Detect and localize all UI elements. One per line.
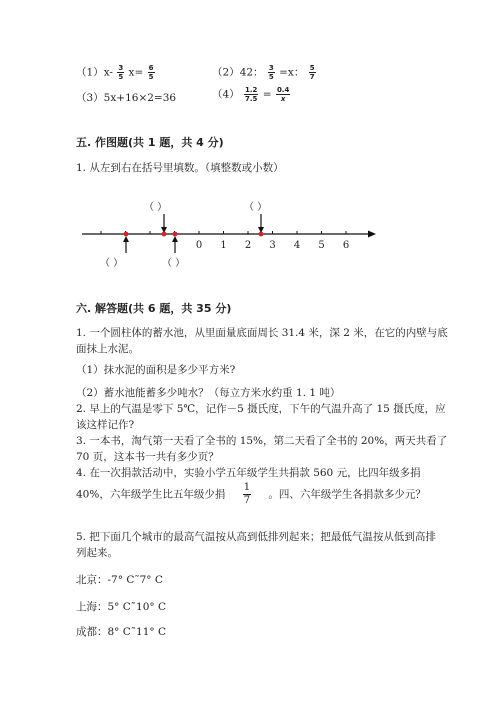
equation-4-number: （4） xyxy=(212,88,240,101)
fraction: $\frac{1}{7}$ xyxy=(243,482,251,506)
fraction: $\frac{1.2}{7.5}$ xyxy=(245,86,258,103)
question-6-3-line-1: 3. 一本书，淘气第一天看了全书的 15%，第二天看了全书的 20%，两天共看了 xyxy=(76,435,448,447)
equation-2-term: =x： xyxy=(279,66,305,79)
tick-label: 2 xyxy=(244,240,252,251)
point-marker xyxy=(124,232,129,237)
question-6-1-line-1: 1. 一个圆柱体的蓄水池，从里面量底面周长 31.4 米，深 2 米，在它的内壁与底 xyxy=(76,327,448,339)
question-6-1-sub-2: （2）蓄水池能蓄多少吨水？（每立方米水约重 1. 1 吨） xyxy=(76,387,341,399)
equation-2-term: 42： xyxy=(239,66,264,79)
tick-label: 0 xyxy=(195,240,203,251)
equation-1-term: x- xyxy=(103,66,113,79)
question-6-3-line-2: 70 页，这本书一共有多少页？ xyxy=(76,451,219,463)
fraction: $\frac{3}{5}$ xyxy=(268,64,274,81)
question-6-4-text: 。四、六年级学生各捐款多少元？ xyxy=(268,488,426,501)
blank-bottom-2: （ ） xyxy=(162,258,186,269)
equation-4 xyxy=(212,86,291,103)
city-shanghai-temp: 上海：5° C˜10° C xyxy=(76,601,167,613)
number-line-figure xyxy=(78,196,378,278)
section-6-title: 六. 解答题(共 6 题，共 35 分) xyxy=(76,302,232,315)
equation-2 xyxy=(212,64,317,81)
equation-3: （3）5x+16×2=36 xyxy=(76,92,177,104)
point-marker xyxy=(162,232,167,237)
up-arrowhead-icon xyxy=(123,236,129,242)
equation-1-term: x= xyxy=(128,66,144,79)
point-marker xyxy=(259,232,264,237)
city-chengdu-temp: 成都：8° C˜11° C xyxy=(76,626,167,638)
tick-label: 1 xyxy=(220,240,227,251)
question-6-4-text: 40%，六年级学生比五年级少捐 xyxy=(76,488,226,501)
equation-2-number: （2） xyxy=(212,66,240,79)
fraction: $\frac{0.4}{x}$ xyxy=(276,86,290,103)
section-5-title: 五. 作图题(共 1 题，共 4 分) xyxy=(76,136,224,149)
tick-label: 5 xyxy=(318,240,325,251)
up-arrowhead-icon xyxy=(172,236,178,242)
blank-top-1: （ ） xyxy=(144,202,168,213)
axis-arrow-icon xyxy=(368,231,376,238)
tick-label: 4 xyxy=(293,240,301,251)
city-beijing-temp: 北京：-7° C˜7° C xyxy=(76,574,163,586)
tick-label: 3 xyxy=(269,240,276,251)
blank-bottom-1: （ ） xyxy=(100,258,124,269)
question-6-4-line-2 xyxy=(76,482,426,507)
question-6-2-line-2: 该这样记作? xyxy=(76,419,135,431)
fraction: $\frac{5}{7}$ xyxy=(309,64,315,81)
equation-1 xyxy=(76,64,156,81)
question-6-4-line-1: 4. 在一次捐款活动中，实验小学五年级学生共捐款 560 元，比四年级多捐 xyxy=(76,467,421,479)
point-marker xyxy=(173,232,178,237)
question-5-1: 1. 从左到右在括号里填数。（填整数或小数） xyxy=(76,162,284,174)
equals-sign: = xyxy=(262,88,272,101)
fraction: $\frac{3}{5}$ xyxy=(118,64,124,81)
question-6-1-line-2: 面抹上水泥。 xyxy=(76,343,139,355)
question-6-5-line-1: 5. 把下面几个城市的最高气温按从高到低排列起来；把最低气温按从低到高排 xyxy=(76,531,436,543)
question-6-1-sub-1: （1）抹水泥的面积是多少平方米? xyxy=(76,364,236,376)
question-6-2-line-1: 2. 早上的气温是零下 5℃，记作－5 摄氏度，下午的气温升高了 15 摄氏度，应 xyxy=(76,403,446,415)
fraction: $\frac{6}{5}$ xyxy=(148,64,154,81)
blank-top-2: （ ） xyxy=(244,202,268,213)
question-6-5-line-2: 列起来。 xyxy=(76,547,118,559)
equation-1-number: （1） xyxy=(76,66,104,79)
tick-label: 6 xyxy=(342,240,350,251)
